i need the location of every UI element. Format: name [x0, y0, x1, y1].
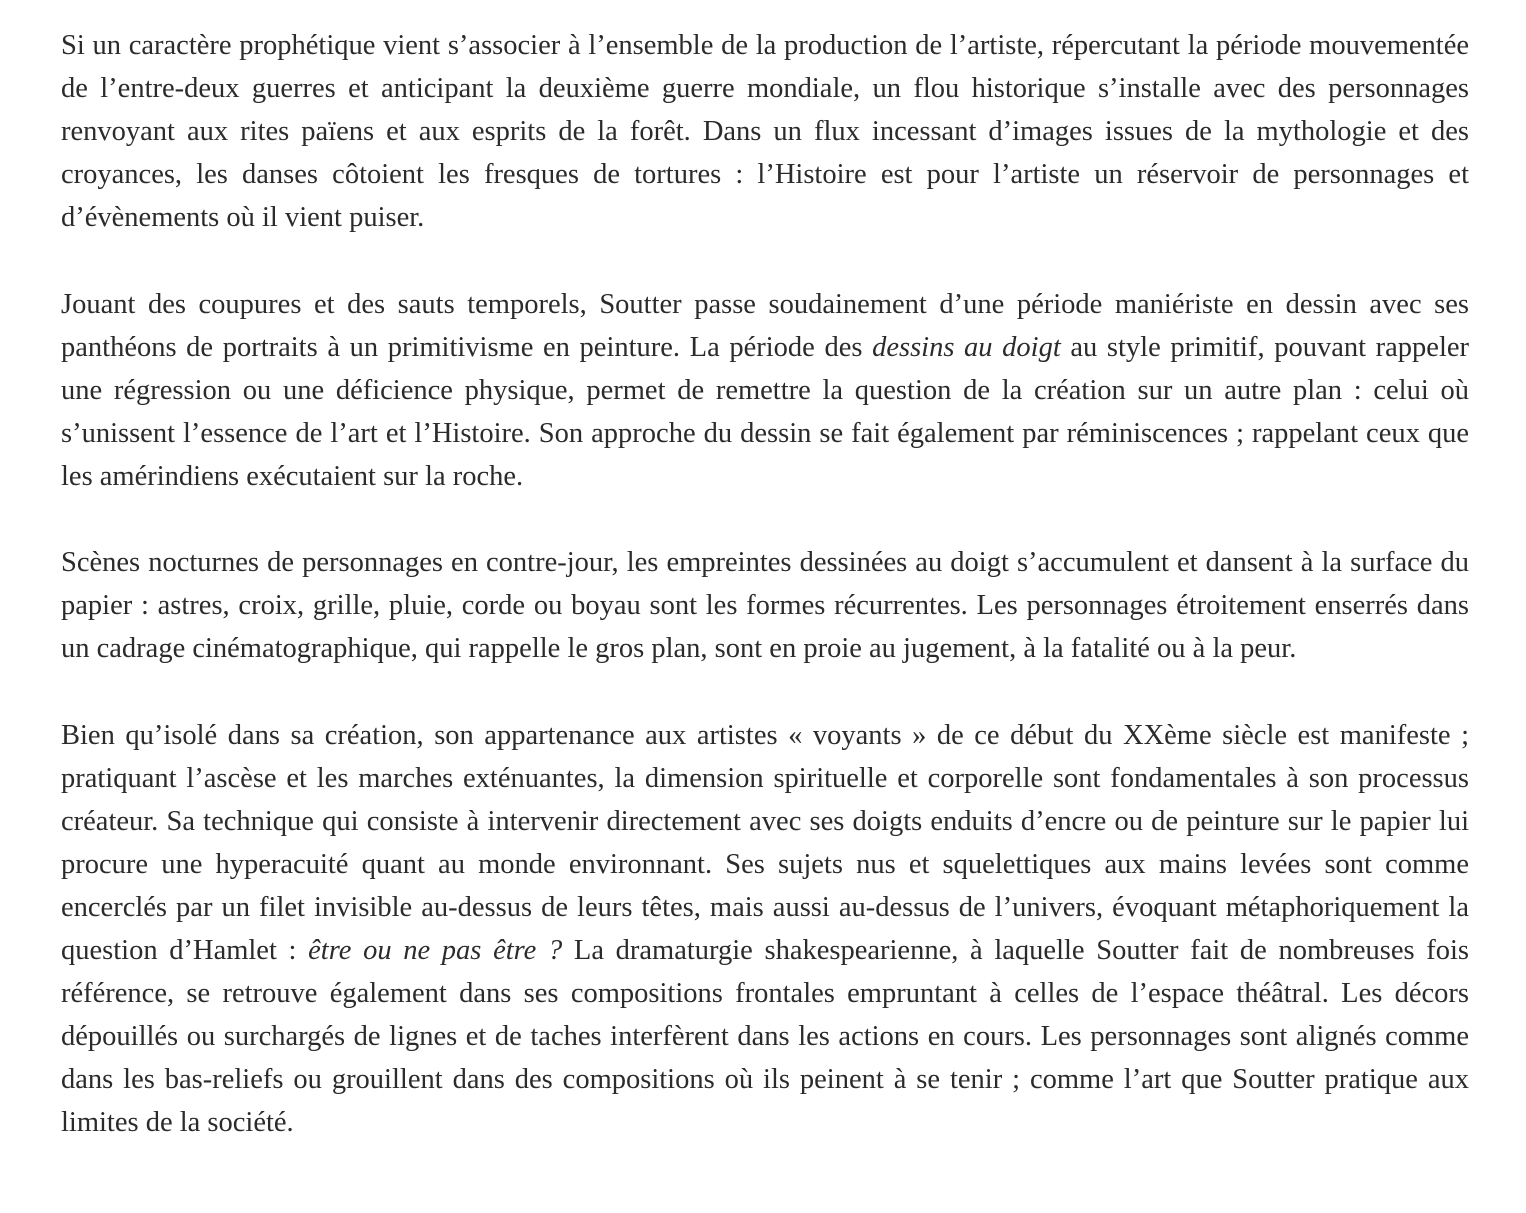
paragraph-2-italic-term: dessins au doigt: [872, 331, 1061, 363]
paragraph-4-text-end: La dramaturgie shakespearienne, à laquelle Soutter fait de nombreuses fois référence, se retrouve également dans ses compositions frontales empruntant à celles de l’espace théâtral. Les décors dépouillés ou surchargés de lignes et de taches interfèrent dans les actions en cours. Les personnages sont alignés comme dans les bas-reliefs ou grouillent dans des compositions où ils peinent à se tenir ; comme l’art que Soutter pratique aux limites de la société.: [61, 934, 1470, 1139]
article-body: [61, 24, 1469, 1144]
paragraph-4-italic-quote: être ou ne pas être ?: [308, 934, 563, 966]
paragraph-3: [61, 541, 1469, 670]
paragraph-4-text-start: Bien qu’isolé dans sa création, son appartenance aux artistes « voyants » de ce début du XXème siècle est manifeste ; pratiquant l’ascèse et les marches exténuantes, la dimension spirituelle et corporelle sont fondamentales à son processus créateur. Sa technique qui consiste à intervenir directement avec ses doigts enduits d’encre ou de peinture sur le papier lui procure une hyperacuité quant au monde environnant. Ses sujets nus et squelettiques aux mains levées sont comme encerclés par un filet invisible au-dessus de leurs têtes, mais aussi au-dessus de l’univers, évoquant métaphoriquement la question d’Hamlet :: [61, 719, 1469, 966]
paragraph-2-text-end: au style primitif, pouvant rappeler une régression ou une déficience physique, permet de remettre la question de la création sur un autre plan : celui où s’unissent l’essence de l’art et l’Histoire. Son approche du dessin se fait également par réminiscences ; rappelant ceux que les amérindiens exécutaient sur la roche.: [61, 331, 1469, 492]
paragraph-3-text: Scènes nocturnes de personnages en contre-jour, les empreintes dessinées au doigt s’accumulent et dansent à la surface du papier : astres, croix, grille, pluie, corde ou boyau sont les formes récurrentes. Les personnages étroitement enserrés dans un cadrage cinématographique, qui rappelle le gros plan, sont en proie au jugement, à la fatalité ou à la peur.: [61, 547, 1469, 665]
paragraph-1-text: Si un caractère prophétique vient s’associer à l’ensemble de la production de l’artiste, répercutant la période mouvementée de l’entre-deux guerres et anticipant la deuxième guerre mondiale, un flou historique s’installe avec des personnages renvoyant aux rites païens et aux esprits de la forêt. Dans un flux incessant d’images issues de la mythologie et des croyances, les danses côtoient les fresques de tortures : l’Histoire est pour l’artiste un réservoir de personnages et d’évènements où il vient puiser.: [61, 30, 1469, 234]
paragraph-2: [61, 283, 1469, 498]
paragraph-1: [61, 24, 1469, 239]
paragraph-4: [61, 714, 1469, 1145]
paragraph-2-text-start: Jouant des coupures et des sauts temporels, Soutter passe soudainement d’une période maniériste en dessin avec ses panthéons de portraits à un primitivisme en peinture. La période des: [61, 288, 1469, 363]
